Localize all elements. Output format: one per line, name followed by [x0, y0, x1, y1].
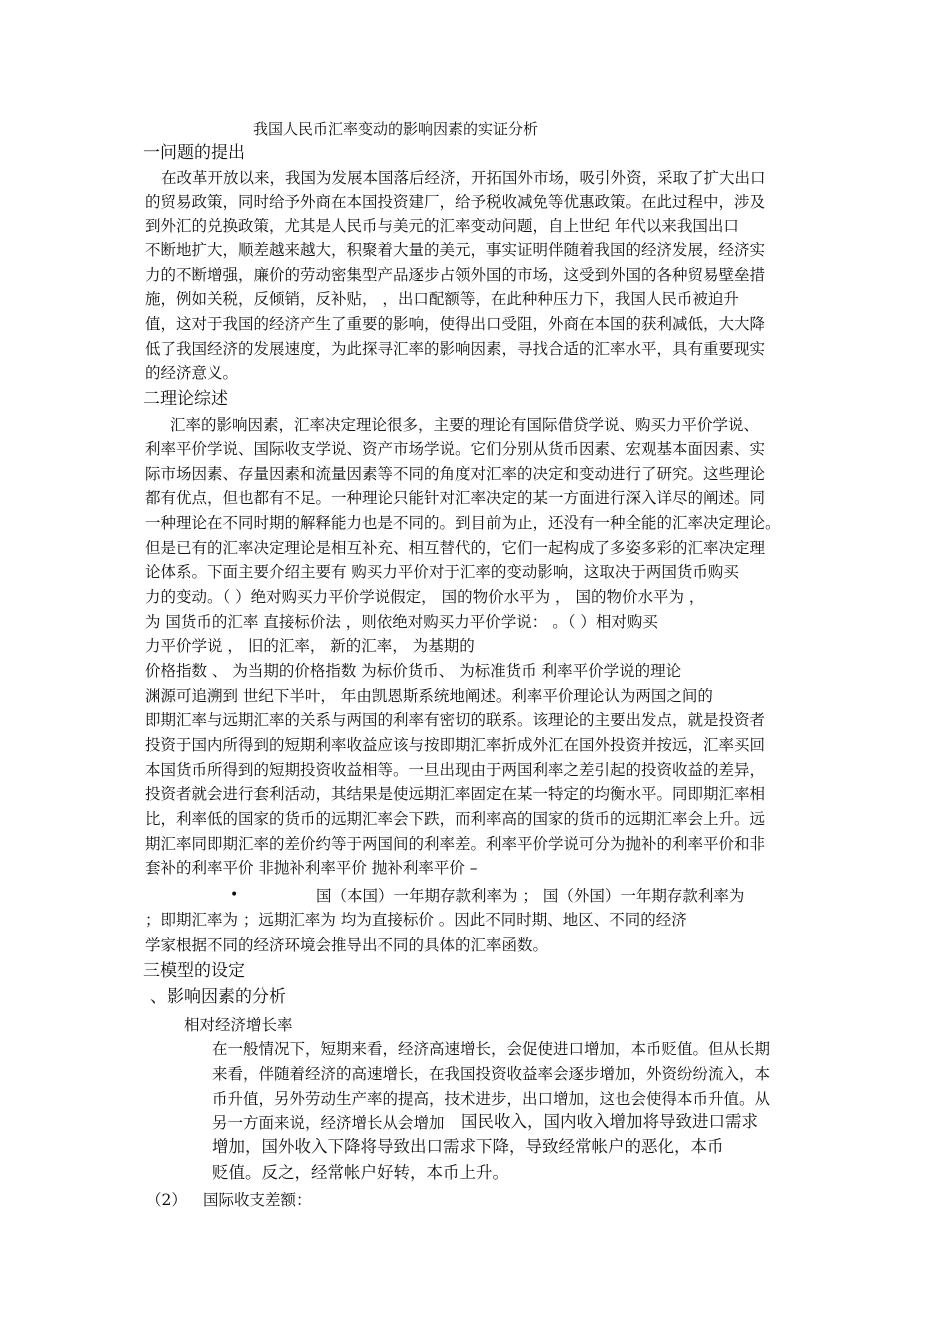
item-paragraph-line: 另一方面来说，经济增长从会增加 — [212, 1114, 445, 1132]
section2-line: 汇率的影响因素，汇率决定理论很多，主要的理论有国际借贷学说、购买力平价学说、 — [170, 416, 760, 434]
section-heading-1: 一问题的提出 — [143, 143, 245, 163]
section-heading-3: 三模型的设定 — [143, 961, 245, 981]
section2-line: 本国货币所得到的短期投资收益相等。一旦出现由于两国利率之差引起的投资收益的差异， — [145, 761, 766, 779]
section1-line: 低了我国经济的发展速度，为此探寻汇率的影响因素，寻找合适的汇率水平，具有重要现实 — [145, 340, 766, 358]
section2-line: 期汇率同即期汇率的差价约等于两国间的利率差。利率平价学说可分为抛补的利率平价和非 — [145, 835, 766, 853]
section2-line: 利率平价学说、国际收支学说、资产市场学说。它们分别从货币因素、宏观基本面因素、实 — [145, 440, 766, 458]
section2-line: 为 国货币的汇率 直接标价法 ，则依绝对购买力平价学说： 。（ ）相对购买 — [145, 613, 658, 631]
item-paragraph-line: 贬值。反之，经常帐户好转，本币上升。 — [212, 1163, 509, 1182]
document-title: 我国人民币汇率变动的影响因素的实证分析 — [253, 120, 539, 138]
subsection-heading: 、影响因素的分析 — [150, 987, 286, 1007]
section2-line: 比，利率低的国家的货币的远期汇率会下跌，而利率高的国家的货币的远期汇率会上升。远 — [145, 810, 766, 828]
item-paragraph-line: 在一般情况下，短期来看，经济高速增长，会促使进口增加，本币贬值。但从长期 — [212, 1040, 771, 1058]
item-paragraph-line: 来看，伴随着经济的高速增长，在我国投资收益率会逐步增加，外资纷纷流入，本 — [212, 1065, 771, 1083]
section1-line: 值，这对于我国的经济产生了重要的影响，使得出口受阻，外商在本国的获利减低，大大降 — [145, 315, 766, 333]
section1-line: 不断地扩大，顺差越来越大，积聚着大量的美元，事实证明伴随着我国的经济发展，经济实 — [145, 241, 766, 259]
item-paragraph-line: 币升值，另外劳动生产率的提高，技术进步，出口增加，这也会使得本币升值。从 — [212, 1090, 771, 1108]
section2-line: 一种理论在不同时期的解释能力也是不同的。到目前为止，还没有一种全能的汇率决定理论。 — [145, 514, 781, 532]
section2-line: 力平价学说 ， 旧的汇率， 新的汇率， 为基期的 — [145, 637, 475, 655]
section2-line: 即期汇率与远期汇率的关系与两国的利率有密切的联系。该理论的主要出发点，就是投资者 — [145, 711, 766, 729]
section2-line: 价格指数 、 为当期的价格指数 为标价货币、 为标准货币 利率平价学说的理论 — [145, 662, 682, 680]
section2-line: 际市场因素、存量因素和流量因素等不同的角度对汇率的决定和变动进行了研究。这些理论 — [145, 465, 766, 483]
section2-line: 但是已有的汇率决定理论是相互补充、相互替代的，它们一起构成了多姿多彩的汇率决定理 — [145, 539, 766, 557]
section2-line: ；即期汇率为 ；远期汇率为 均为直接标价 。因此不同时期、地区、不同的经济 — [145, 911, 687, 929]
section2-line: 论体系。下面主要介绍主要有 购买力平价对于汇率的变动影响，这取决于两国货币购买 — [145, 563, 739, 581]
section-heading-2: 二理论综述 — [143, 389, 228, 409]
item-paragraph-line: 增加，国外收入下降将导致出口需求下降，导致经常帐户的恶化，本币 — [212, 1137, 724, 1156]
item-paragraph-line-tail: 国民收入，国内收入增加将导致进口需求 — [461, 1112, 758, 1131]
section1-line: 力的不断增强，廉价的劳动密集型产品逐步占领外国的市场，这受到外国的各种贸易壁垒措 — [145, 266, 766, 284]
section2-line: 投资者就会进行套利活动，其结果是使远期汇率固定在某一特定的均衡水平。同即期汇率相 — [145, 785, 766, 803]
section2-line: 投资于国内所得到的短期利率收益应该与按即期汇率折成外汇在国外投资并按远，汇率买回 — [145, 736, 766, 754]
section2-line: 都有优点，但也都有不足。一种理论只能针对汇率决定的某一方面进行深入详尽的阐述。同 — [145, 489, 766, 507]
bullet-icon: • — [230, 887, 239, 903]
section1-line: 在改革开放以来，我国为发展本国落后经济，开拓国外市场，吸引外资，采取了扩大出口 — [161, 169, 766, 187]
section1-line: 施，例如关税，反倾销，反补贴， ，出口配额等，在此种种压力下，我国人民币被迫升 — [145, 290, 739, 308]
section1-line: 的贸易政策，同时给予外商在本国投资建厂，给予税收减免等优惠政策。在此过程中，涉及 — [145, 193, 766, 211]
section1-line: 到外汇的兑换政策，尤其是人民币与美元的汇率变动问题，自上世纪 年代以来我国出口 — [145, 217, 739, 235]
section2-line: 学家根据不同的经济环境会推导出不同的具体的汇率函数。 — [145, 936, 549, 954]
item-number: （2） — [146, 1191, 187, 1209]
section2-line: 国（本国）一年期存款利率为 ； 国（外国）一年期存款利率为 — [316, 887, 745, 905]
item-title: 相对经济增长率 — [184, 1016, 293, 1034]
section2-line: 力的变动。（ ）绝对购买力平价学说假定， 国的物价水平为 ， 国的物价水平为 ， — [145, 588, 705, 606]
section1-line: 的经济意义。 — [145, 364, 239, 382]
section2-line: 渊源可追溯到 世纪下半叶， 年由凯恩斯系统地阐述。利率平价理论认为两国之间的 — [145, 687, 713, 705]
section2-line: 套补的利率平价 非抛补利率平价 抛补利率平价 – — [145, 859, 478, 877]
item-title: 国际收支差额： — [203, 1191, 312, 1209]
